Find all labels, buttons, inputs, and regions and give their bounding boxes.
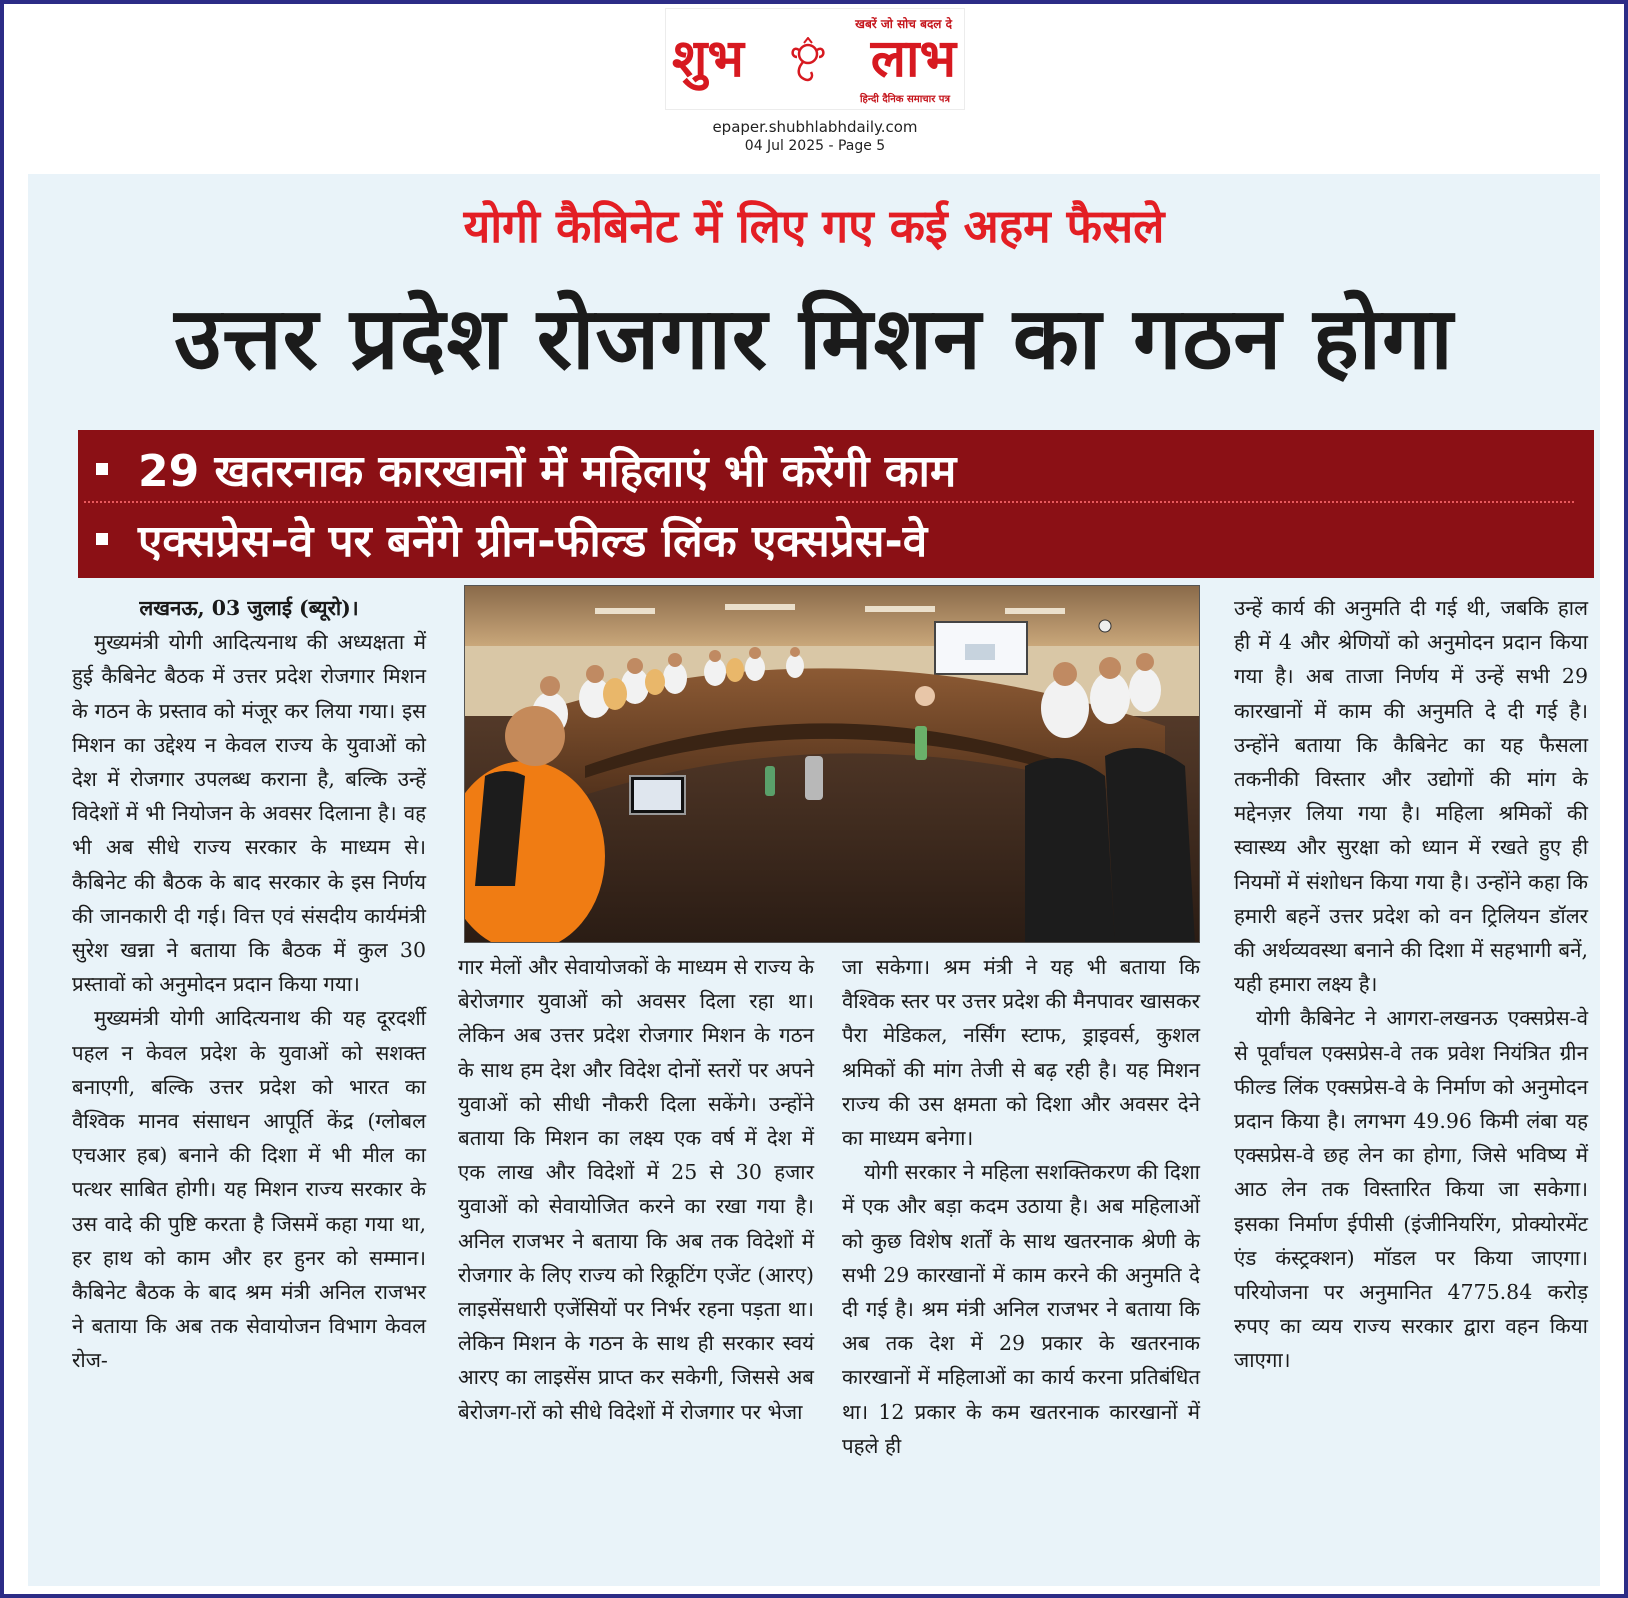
ganesha-icon [784,37,832,85]
cabinet-meeting-photo [464,585,1200,943]
paragraph: जा सकेगा। श्रम मंत्री ने यह भी बताया कि वैश्विक स्तर पर उत्तर प्रदेश की मैनपावर खासकर पैरा मेडिकल, नर्सिंग स्टाफ, ड्राइवर्स, कुशल श्रमिकों की मांग तेजी से बढ़ रही है। यह मिशन राज्य की उस क्षमता को दिशा और अवसर देने का माध्यम बनेगा। [842,955,1201,1151]
brand-word-left: शुभ [672,29,744,89]
article-headline: उत्तर प्रदेश रोजगार मिशन का गठन होगा [174,289,1454,389]
paragraph: उन्हें कार्य की अनुमति दी गई थी, जबकि हाल ही में 4 और श्रेणियों को अनुमोदन प्रदान किया गया है। अब ताजा निर्णय में उन्हें सभी 29 कारखानों में काम की अनुमति दे दी गई है। उन्होंने बताया कि कैबिनेट का यह फैसला तकनीकी विस्तार और उद्योगों की मांग के मद्देनज़र लिया गया है। महिला श्रमिकों की स्वास्थ्य और सुरक्षा को ध्यान में रखते हुए ही नियमों में संशोधन किया गया है। उन्होंने कहा कि हमारी बहनें उत्तर प्रदेश को वन ट्रिलियन डॉलर की अर्थव्यवस्था बनाने की दिशा में सहभागी बनें, यही हमारा लक्ष्य है। [1234,596,1588,997]
paragraph: गार मेलों और सेवायोजकों के माध्यम से राज्य के बेरोजगार युवाओं को अवसर दिला रहा था। लेकिन अब उत्तर प्रदेश रोजगार मिशन के गठन के साथ हम देश और विदेश दोनों स्तरों पर अपने युवाओं को सीधी नौकरी दिला सकेंगे। उन्होंने बताया कि मिशन का लक्ष्य एक वर्ष में देश में एक लाख और विदेशों में 25 से 30 हजार युवाओं को सेवायोजित करने का रखा गया है। अनिल राजभर ने बताया कि अब तक विदेशों में रोजगार के लिए राज्य को रिक्रूटिंग एजेंट (आरए) लाइसेंसधारी एजेंसियों पर निर्भर रहना पड़ता था। लेकिन मिशन के गठन के साथ ही सरकार स्वयं आरए का लाइसेंस प्राप्त कर सकेगी, जिससे अब बेरोजग-ारों को सीधे विदेशों में रोजगार पर भेजा [458,955,814,1424]
subheadline-1-text: 29 खतरनाक कारखानों में महिलाएं भी करेंगी काम [138,446,957,497]
bullet-icon [96,463,108,475]
dateline: लखनऊ, 03 जुलाई (ब्यूरो)। [139,596,359,620]
subheadline-1 [96,436,1576,502]
article-kicker: योगी कैबिनेट में लिए गए कई अहम फैसले [463,199,1165,253]
paragraph: योगी कैबिनेट ने आगरा-लखनऊ एक्सप्रेस-वे से पूर्वांचल एक्सप्रेस-वे तक प्रवेश नियंत्रित ग्रीन फील्ड लिंक एक्सप्रेस-वे के निर्माण को अनुमोदन प्रदान किया है। लगभग 49.96 किमी लंबा यह एक्सप्रेस-वे छह लेन का होगा, जिसे भविष्य में आठ लेन तक विस्तारित किया जा सकेगा। इसका निर्माण ईपीसी (इंजीनियरिंग, प्रोक्योरमेंट एंड कंस्ट्रक्शन) मॉडल पर किया जाएगा। परियोजना पर अनुमानित 4775.84 करोड़ रुपए का व्यय राज्य सरकार द्वारा वहन किया जाएगा। [1234,1006,1588,1373]
subheadline-2 [96,506,1576,572]
edition-date: 04 Jul 2025 - Page 5 [744,138,886,154]
masthead-subtitle: हिन्दी दैनिक समाचार पत्र [859,94,950,105]
brand-word-right: लाभ [870,29,956,89]
photo-illustration [465,586,1200,943]
paragraph: योगी सरकार ने महिला सशक्तिकरण की दिशा में एक और बड़ा कदम उठाया है। अब महिलाओं को कुछ विशेष शर्तों के साथ खतरनाक श्रेणी के सभी 29 कारखानों में काम करने की अनुमति दे दी गई है। श्रम मंत्री अनिल राजभर ने बताया कि अब तक देश में 29 प्रकार के खतरनाक कारखानों में महिलाओं का कार्य करना प्रतिबंधित था। 12 प्रकार के कम खतरनाक कारखानों में पहले ही [842,1160,1200,1458]
subheadline-band [78,430,1594,578]
bullet-icon [96,533,108,545]
article-column-1 [72,591,426,1378]
epaper-url[interactable]: epaper.shubhlabhdaily.com [712,118,918,136]
masthead-tagline: खबरें जो सोच बदल दे [855,17,952,31]
masthead-logo[interactable] [665,8,965,110]
edition-info [600,118,1030,155]
subheadline-2-text: एक्सप्रेस-वे पर बनेंगे ग्रीन-फील्ड लिंक एक्सप्रेस-वे [138,516,928,567]
article-column-3 [842,950,1200,1463]
article-column-4 [1234,591,1588,1378]
subheadline-divider [84,501,1574,503]
paragraph: मुख्यमंत्री योगी आदित्यनाथ की यह दूरदर्शी पहल न केवल प्रदेश के युवाओं को सशक्त बनाएगी, बल्कि उत्तर प्रदेश को भारत का वैश्विक मानव संसाधन आपूर्ति केंद्र (ग्लोबल एचआर हब) बनाने की दिशा में भी मील का पत्थर साबित होगी। यह मिशन राज्य सरकार के उस वादे की पुष्टि करता है जिसमें कहा गया था, हर हाथ को काम और हर हुनर को सम्मान। कैबिनेट बैठक के बाद श्रम मंत्री अनिल राजभर ने बताया कि अब तक सेवायोजन विभाग केवल रोज- [72,1006,426,1373]
article-column-2 [458,950,814,1429]
paragraph: मुख्यमंत्री योगी आदित्यनाथ की अध्यक्षता में हुई कैबिनेट बैठक में उत्तर प्रदेश रोजगार मिशन के गठन के प्रस्ताव को मंजूर कर लिया गया। इस मिशन का उद्देश्य न केवल राज्य के युवाओं को देश में रोजगार उपलब्ध कराना है, बल्कि उन्हें विदेशों में भी नियोजन के अवसर दिलाना है। वह भी अब सीधे राज्य सरकार के माध्यम से। कैबिनेट की बैठक के बाद सरकार के इस निर्णय की जानकारी दी गई। वित्त एवं संसदीय कार्यमंत्री सुरेश खन्ना ने बताया कि बैठक में कुल 30 प्रस्तावों को अनुमोदन प्रदान किया गया। [72,630,426,997]
